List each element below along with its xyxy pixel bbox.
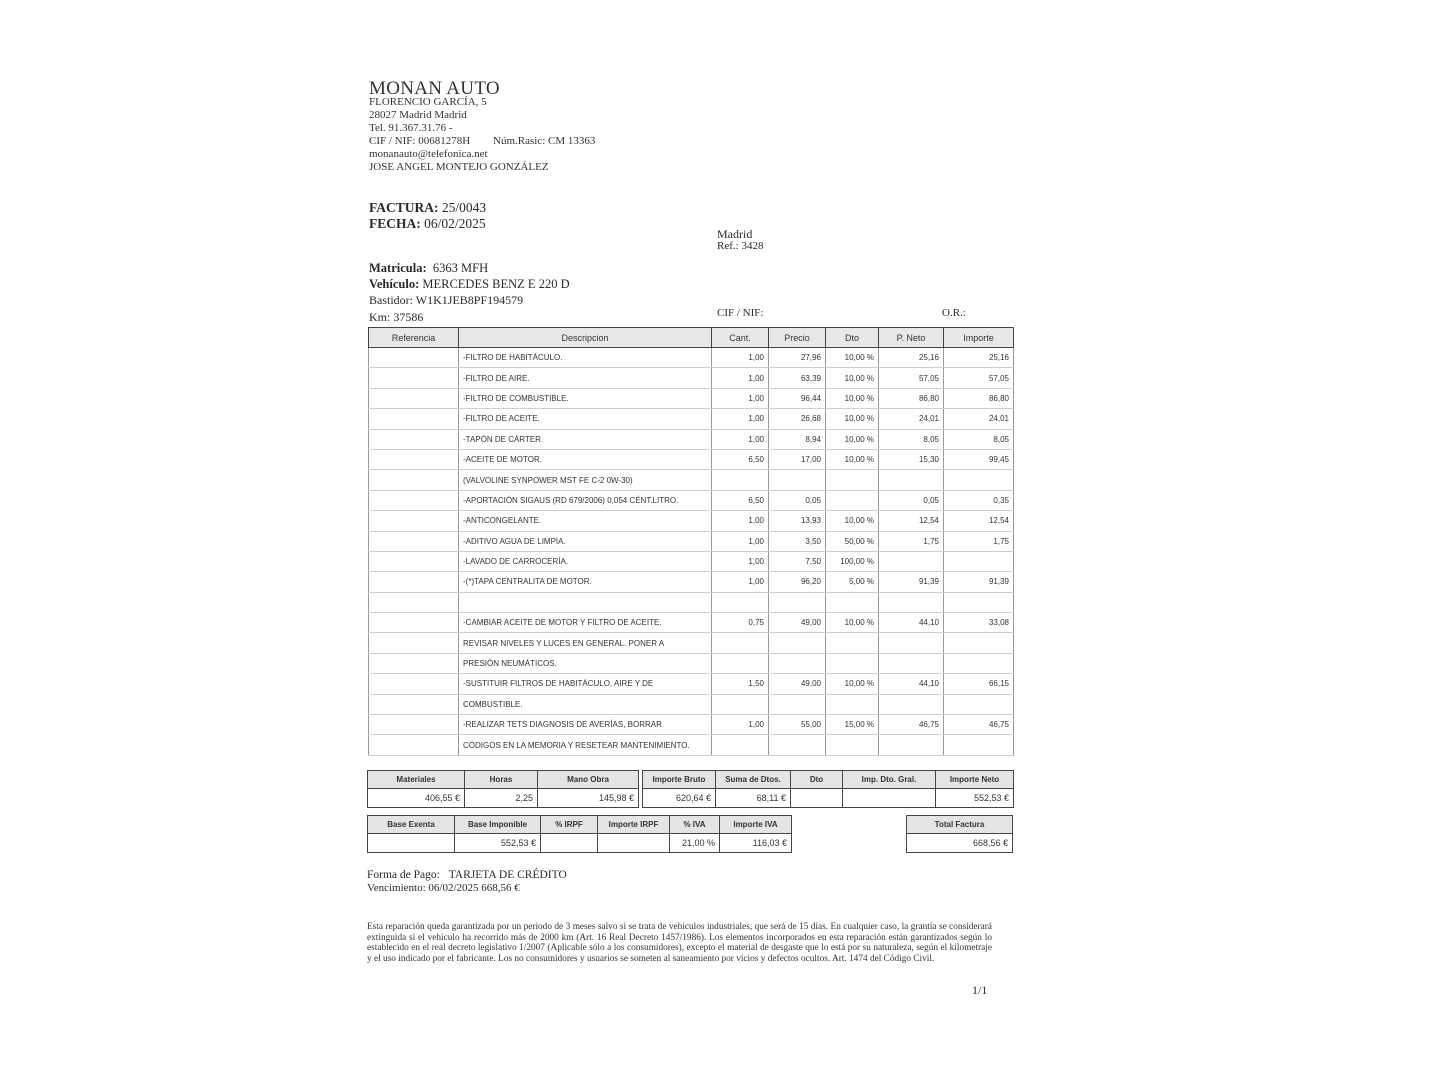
cell-descripcion: -TAPÓN DE CÁRTER. [459, 429, 712, 449]
cell-descripcion: -REALIZAR TETS DIAGNOSIS DE AVERÍAS, BORRAR [459, 715, 712, 735]
cell-importe: 8,05 [944, 429, 1014, 449]
cell-cant: 1,00 [712, 409, 769, 429]
cell-importe: 24,01 [944, 409, 1014, 429]
cell-descripcion: -ADITIVO AGUA DE LIMPIA. [459, 531, 712, 551]
cell-descripcion [459, 592, 712, 612]
table-row [369, 490, 1014, 510]
payment-method [367, 869, 567, 881]
table-row [369, 735, 1014, 755]
table-row [369, 449, 1014, 469]
col-header-precio: Precio [769, 328, 826, 348]
items-header-row [369, 328, 1014, 348]
importe-bruto-label: Importe Bruto [643, 771, 716, 789]
importe-bruto-value: 620,64 € [643, 789, 716, 808]
cell-referencia [369, 694, 459, 714]
matricula-label: Matricula: [369, 261, 427, 275]
table-row [369, 348, 1014, 368]
col-header-descripcion: Descripcion [459, 328, 712, 348]
cell-dto [826, 592, 879, 612]
cell-importe [944, 470, 1014, 490]
table-row [369, 572, 1014, 592]
cell-p-neto [879, 735, 944, 755]
cell-referencia [369, 409, 459, 429]
cell-precio: 27,96 [769, 348, 826, 368]
bastidor-value: W1K1JEB8PF194579 [415, 293, 524, 307]
cell-descripcion: CÓDIGOS EN LA MEMORIA Y RESETEAR MANTENIMIENTO. [459, 735, 712, 755]
table-row [369, 531, 1014, 551]
table-row [369, 633, 1014, 653]
cell-dto [826, 633, 879, 653]
cell-dto: 10,00 % [826, 368, 879, 388]
cell-cant: 6,50 [712, 449, 769, 469]
total-factura-label: Total Factura [907, 816, 1013, 834]
cell-precio: 96,44 [769, 388, 826, 408]
cell-dto: 100,00 % [826, 551, 879, 571]
cell-precio: 96,20 [769, 572, 826, 592]
cell-dto: 10,00 % [826, 613, 879, 633]
importe-neto-label: Importe Neto [936, 771, 1014, 789]
or-label: O.R.: [942, 307, 966, 319]
cell-referencia [369, 572, 459, 592]
col-header-referencia: Referencia [369, 328, 459, 348]
cell-dto: 10,00 % [826, 409, 879, 429]
factura-value: 25/0043 [441, 200, 487, 215]
cell-descripcion: REVISAR NIVELES Y LUCES EN GENERAL. PONER A [459, 633, 712, 653]
col-header-importe: Importe [944, 328, 1014, 348]
cell-cant: 1,00 [712, 551, 769, 571]
cell-cant: 0,75 [712, 613, 769, 633]
cell-dto: 5,00 % [826, 572, 879, 592]
horas-value: 2,25 [465, 789, 538, 808]
cell-precio: 3,50 [769, 531, 826, 551]
cell-cant: 1,00 [712, 531, 769, 551]
cell-referencia [369, 449, 459, 469]
cell-p-neto [879, 653, 944, 673]
irpf-pct-label: % IRPF [541, 816, 598, 834]
imp-dto-gral-value [843, 789, 936, 808]
company-owner: JOSE ANGEL MONTEJO GONZÁLEZ [369, 161, 549, 173]
invoice-number [369, 200, 486, 216]
cell-cant [712, 470, 769, 490]
cell-importe: 99,45 [944, 449, 1014, 469]
cell-precio: 26,68 [769, 409, 826, 429]
cell-precio: 55,00 [769, 715, 826, 735]
table-row [369, 592, 1014, 612]
cell-importe [944, 551, 1014, 571]
cell-p-neto: 57,05 [879, 368, 944, 388]
cell-importe: 25,16 [944, 348, 1014, 368]
irpf-pct-value [541, 834, 598, 853]
summary-tax-table [367, 815, 792, 853]
table-row [369, 674, 1014, 694]
table-row [369, 613, 1014, 633]
cell-cant: 1,00 [712, 388, 769, 408]
table-row [369, 653, 1014, 673]
cell-p-neto: 44,10 [879, 674, 944, 694]
client-ref: Ref.: 3428 [717, 240, 764, 252]
cell-referencia [369, 653, 459, 673]
cell-dto: 15,00 % [826, 715, 879, 735]
importe-irpf-label: Importe IRPF [598, 816, 670, 834]
cell-p-neto [879, 633, 944, 653]
cell-dto: 10,00 % [826, 511, 879, 531]
table-row [369, 470, 1014, 490]
cell-p-neto: 15,30 [879, 449, 944, 469]
cell-p-neto: 0,05 [879, 490, 944, 510]
table-row [369, 551, 1014, 571]
dto-label: Dto [791, 771, 843, 789]
vehicle-bastidor [369, 293, 523, 308]
cell-descripcion: -(*)TAPA CENTRALITA DE MOTOR. [459, 572, 712, 592]
cell-referencia [369, 348, 459, 368]
importe-iva-value: 116,03 € [720, 834, 792, 853]
invoice-date [369, 216, 486, 232]
cell-p-neto: 25,16 [879, 348, 944, 368]
payment-due: Vencimiento: 06/02/2025 668,56 € [367, 882, 520, 894]
cell-dto: 50,00 % [826, 531, 879, 551]
cell-referencia [369, 735, 459, 755]
col-header-p-neto: P. Neto [879, 328, 944, 348]
total-factura-table [906, 815, 1013, 853]
forma-pago-label: Forma de Pago: [367, 869, 440, 881]
cell-referencia [369, 674, 459, 694]
cell-importe: 0,35 [944, 490, 1014, 510]
suma-dtos-value: 68,11 € [716, 789, 791, 808]
cell-p-neto [879, 470, 944, 490]
cell-descripcion: -CAMBIAR ACEITE DE MOTOR Y FILTRO DE ACEITE. [459, 613, 712, 633]
vehicle-km [369, 310, 423, 325]
summary-labor-table [367, 770, 639, 808]
cell-cant: 1,50 [712, 674, 769, 694]
cell-descripcion: -LAVADO DE CARROCERÍA. [459, 551, 712, 571]
cell-descripcion: -FILTRO DE AIRE. [459, 368, 712, 388]
cell-importe: 12,54 [944, 511, 1014, 531]
vehicle-model [369, 277, 570, 292]
km-label: Km: [369, 310, 391, 324]
cell-importe: 1,75 [944, 531, 1014, 551]
cell-importe: 57,05 [944, 368, 1014, 388]
base-exenta-value [368, 834, 455, 853]
table-row [369, 388, 1014, 408]
cell-importe: 91,39 [944, 572, 1014, 592]
mano-obra-label: Mano Obra [538, 771, 639, 789]
cell-referencia [369, 531, 459, 551]
cell-precio [769, 470, 826, 490]
cell-descripcion: -FILTRO DE HABITÁCULO. [459, 348, 712, 368]
cell-importe: 86,80 [944, 388, 1014, 408]
cell-dto: 10,00 % [826, 674, 879, 694]
cell-dto: 10,00 % [826, 429, 879, 449]
cell-importe: 66,15 [944, 674, 1014, 694]
fecha-label: FECHA: [369, 216, 421, 231]
cell-descripcion: -APORTACIÓN SIGAUS (RD 679/2006) 0,054 CÉNT.LITRO. [459, 490, 712, 510]
dto-value [791, 789, 843, 808]
cell-p-neto: 91,39 [879, 572, 944, 592]
cell-referencia [369, 470, 459, 490]
table-row [369, 409, 1014, 429]
factura-label: FACTURA: [369, 200, 439, 215]
cell-precio [769, 592, 826, 612]
cell-precio [769, 694, 826, 714]
cell-referencia [369, 551, 459, 571]
mano-obra-value: 145,98 € [538, 789, 639, 808]
base-imponible-label: Base Imponible [455, 816, 541, 834]
warranty-note: Esta reparación queda garantizada por un periodo de 3 meses salvo si se trata de vehículos industriales, que será de 15 días. En cualquier caso, la grantía se considerará extinguida si el vehículo ha recorrido más de 2000 km (Art. 16 Real Decreto 1457/1986). Los elementos incorporados en esta reparación están garantizados según lo establecido en el real decreto legislativo 1/2007 (Aplicable sólo a los consumidores), excepto el material de desgaste que lo está por su naturaleza, según el kilometraje y el uso indicado por el fabricante. Los no consumidores y usuarios se someten al saneamiento por vicios y defectos ocultos. Art. 1474 del Código Civil. [367, 922, 992, 964]
cell-dto [826, 470, 879, 490]
cell-descripcion: -ANTICONGELANTE. [459, 511, 712, 531]
cell-precio: 8,94 [769, 429, 826, 449]
cell-precio: 0,05 [769, 490, 826, 510]
iva-pct-label: % IVA [670, 816, 720, 834]
company-email: monanauto@telefonica.net [369, 148, 488, 160]
col-header-dto: Dto [826, 328, 879, 348]
cell-p-neto: 44,10 [879, 613, 944, 633]
cell-cant [712, 694, 769, 714]
cell-p-neto: 24,01 [879, 409, 944, 429]
cell-descripcion: -FILTRO DE ACEITE. [459, 409, 712, 429]
matricula-value: 6363 MFH [432, 261, 489, 275]
cell-p-neto: 12,54 [879, 511, 944, 531]
vehicle-matricula [369, 261, 488, 276]
table-row [369, 694, 1014, 714]
cell-importe [944, 694, 1014, 714]
base-exenta-label: Base Exenta [368, 816, 455, 834]
cell-descripcion: -ACEITE DE MOTOR. [459, 449, 712, 469]
imp-dto-gral-label: Imp. Dto. Gral. [843, 771, 936, 789]
items-table [368, 327, 1014, 756]
cell-referencia [369, 388, 459, 408]
cell-descripcion: -FILTRO DE COMBUSTIBLE. [459, 388, 712, 408]
cell-importe: 33,08 [944, 613, 1014, 633]
cell-dto [826, 735, 879, 755]
vehiculo-value: MERCEDES BENZ E 220 D [422, 277, 570, 291]
cell-cant: 1,00 [712, 572, 769, 592]
cell-referencia [369, 511, 459, 531]
fecha-value: 06/02/2025 [424, 216, 486, 231]
cell-cant: 6,50 [712, 490, 769, 510]
client-city: Madrid [717, 227, 753, 241]
cell-precio [769, 633, 826, 653]
cell-cant: 1,00 [712, 348, 769, 368]
cell-cant [712, 653, 769, 673]
cell-dto: 10,00 % [826, 449, 879, 469]
cell-descripcion: COMBUSTIBLE. [459, 694, 712, 714]
cell-dto [826, 490, 879, 510]
cell-descripcion: (VALVOLINE SYNPOWER MST FE C-2 0W-30) [459, 470, 712, 490]
cell-dto: 10,00 % [826, 348, 879, 368]
horas-label: Horas [465, 771, 538, 789]
client-cif-label: CIF / NIF: [717, 307, 764, 319]
bastidor-label: Bastidor: [369, 293, 413, 307]
cell-precio: 17,00 [769, 449, 826, 469]
total-factura-value: 668,56 € [907, 834, 1013, 853]
cell-precio: 63,39 [769, 368, 826, 388]
table-row [369, 429, 1014, 449]
suma-dtos-label: Suma de Dtos. [716, 771, 791, 789]
cell-referencia [369, 429, 459, 449]
cell-p-neto [879, 592, 944, 612]
cell-precio: 49,00 [769, 613, 826, 633]
cell-referencia [369, 592, 459, 612]
cell-dto: 10,00 % [826, 388, 879, 408]
cell-dto [826, 653, 879, 673]
cell-precio: 7,50 [769, 551, 826, 571]
cell-importe [944, 735, 1014, 755]
cell-importe [944, 653, 1014, 673]
table-row [369, 715, 1014, 735]
cell-importe [944, 633, 1014, 653]
cell-descripcion: PRESIÓN NEUMÁTICOS. [459, 653, 712, 673]
cell-referencia [369, 613, 459, 633]
cell-precio: 13,93 [769, 511, 826, 531]
forma-pago-value: TARJETA DE CRÉDITO [448, 869, 567, 881]
importe-irpf-value [598, 834, 670, 853]
cell-p-neto: 86,80 [879, 388, 944, 408]
cell-referencia [369, 368, 459, 388]
cell-referencia [369, 633, 459, 653]
cell-cant: 1,00 [712, 368, 769, 388]
cell-cant [712, 735, 769, 755]
cell-importe: 46,75 [944, 715, 1014, 735]
company-phone: Tel. 91.367.31.76 - [369, 122, 453, 134]
cell-precio [769, 653, 826, 673]
cell-cant: 1,00 [712, 715, 769, 735]
company-num-rasic: Núm.Rasic: CM 13363 [493, 135, 596, 147]
cell-precio: 49,00 [769, 674, 826, 694]
table-row [369, 368, 1014, 388]
summary-totals-table [642, 770, 1014, 808]
company-name: MONAN AUTO [369, 78, 500, 99]
base-imponible-value: 552,53 € [455, 834, 541, 853]
cell-cant [712, 592, 769, 612]
importe-neto-value: 552,53 € [936, 789, 1014, 808]
cell-p-neto: 1,75 [879, 531, 944, 551]
cell-importe [944, 592, 1014, 612]
materiales-label: Materiales [368, 771, 465, 789]
cell-p-neto [879, 551, 944, 571]
cell-cant: 1,00 [712, 511, 769, 531]
cell-cant [712, 633, 769, 653]
company-address: FLORENCIO GARCÍA, 5 [369, 96, 487, 108]
table-row [369, 511, 1014, 531]
cell-cant: 1,00 [712, 429, 769, 449]
iva-pct-value: 21,00 % [670, 834, 720, 853]
cell-p-neto: 46,75 [879, 715, 944, 735]
cell-dto [826, 694, 879, 714]
vehiculo-label: Vehículo: [369, 277, 420, 291]
company-city: 28027 Madrid Madrid [369, 109, 467, 121]
cell-descripcion: -SUSTITUIR FILTROS DE HABITÁCULO, AIRE Y DE [459, 674, 712, 694]
cell-p-neto [879, 694, 944, 714]
cell-referencia [369, 490, 459, 510]
company-cif: CIF / NIF: 00681278H [369, 135, 471, 147]
cell-precio [769, 735, 826, 755]
materiales-value: 406,55 € [368, 789, 465, 808]
col-header-cant: Cant. [712, 328, 769, 348]
page-number: 1/1 [972, 983, 988, 997]
importe-iva-label: Importe IVA [720, 816, 792, 834]
cell-referencia [369, 715, 459, 735]
km-value: 37586 [393, 310, 424, 324]
cell-p-neto: 8,05 [879, 429, 944, 449]
